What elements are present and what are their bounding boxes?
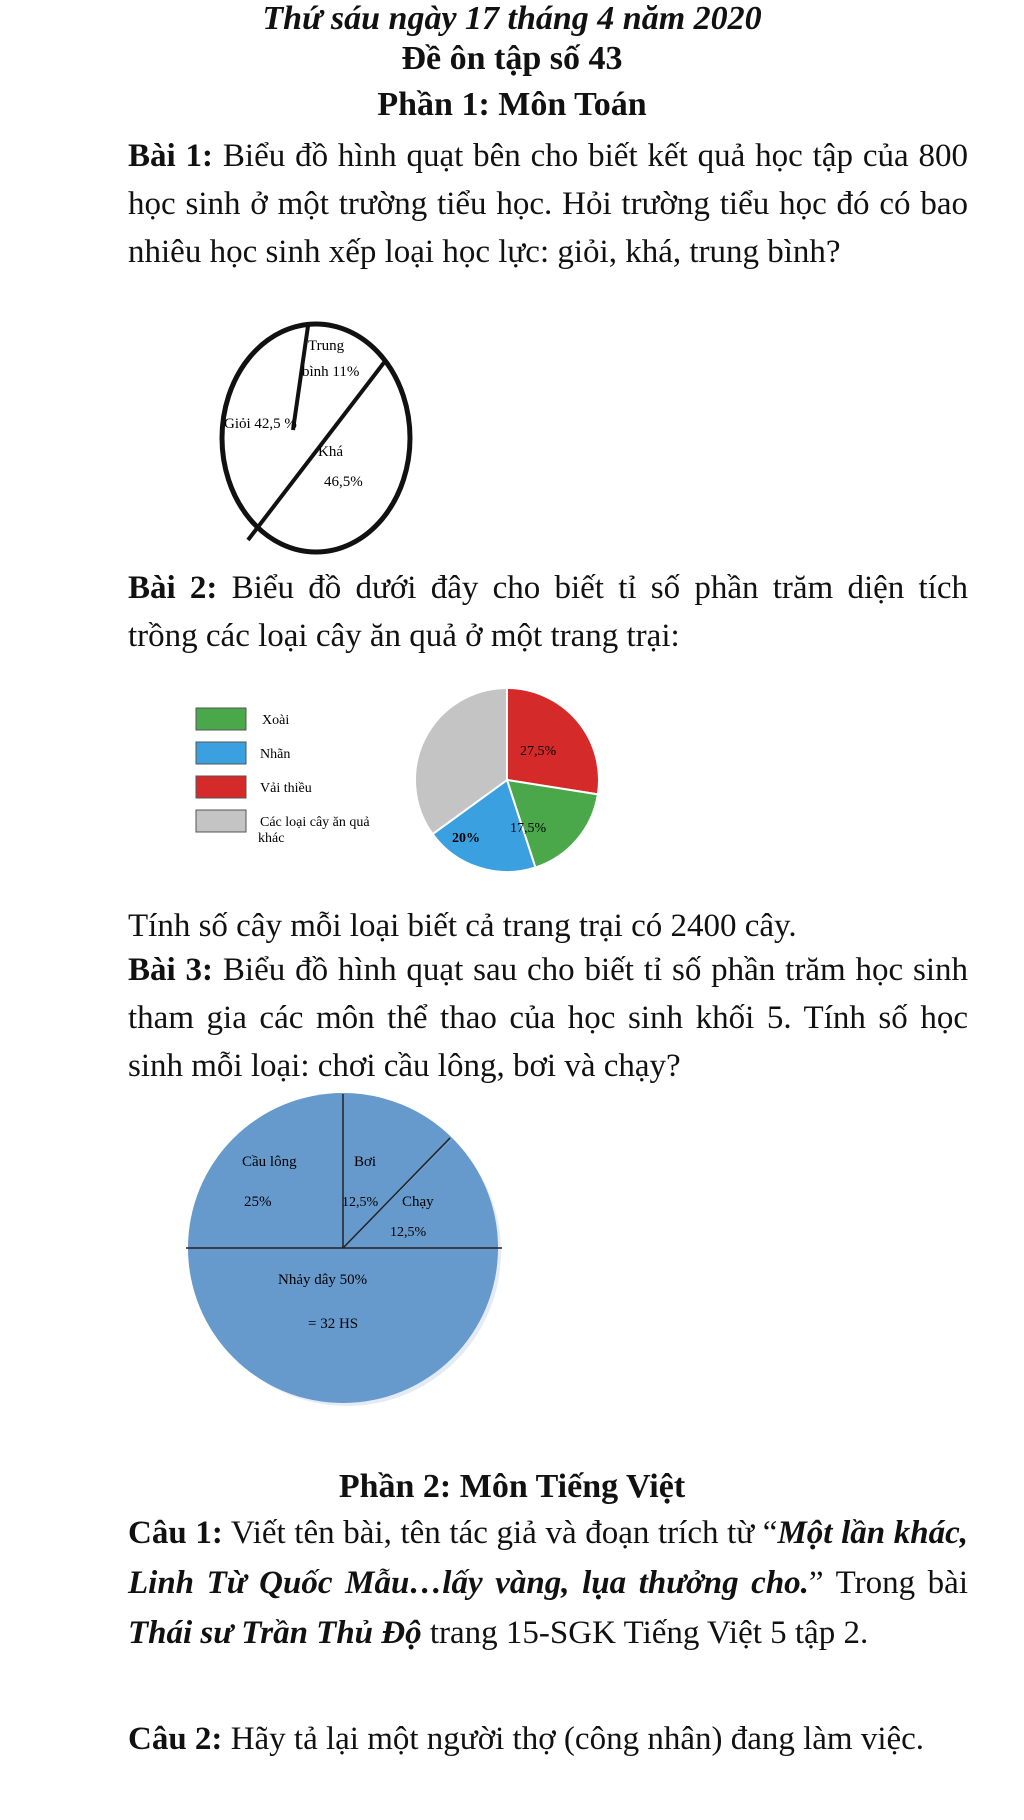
bai2-text bbox=[128, 564, 968, 660]
legend-label-khac-2: khác bbox=[258, 831, 285, 846]
chart1-outline bbox=[222, 324, 410, 552]
header-title: Đề ôn tập số 43 bbox=[401, 40, 623, 77]
chart3-label-caulong-value: 25% bbox=[244, 1194, 272, 1210]
chart3-pie bbox=[182, 1090, 512, 1420]
chart2-label-vai: 27,5% bbox=[520, 744, 557, 759]
chart1-label-gioi: Giỏi 42,5 % bbox=[224, 416, 297, 432]
bai3-text bbox=[128, 946, 968, 1090]
chart2-pie-with-legend bbox=[190, 680, 600, 880]
cau1-label: Câu 1: bbox=[128, 1515, 223, 1551]
bai3-label: Bài 3: bbox=[128, 952, 214, 988]
cau2-label: Câu 2: bbox=[128, 1721, 223, 1757]
bai2-label: Bài 2: bbox=[128, 570, 218, 606]
legend-swatch-khac bbox=[196, 810, 246, 832]
legend-label-xoai: Xoài bbox=[262, 713, 290, 728]
cau1-text bbox=[128, 1508, 968, 1658]
part2-title: Phần 2: Môn Tiếng Việt bbox=[338, 1468, 686, 1505]
bai1-label: Bài 1: bbox=[128, 138, 214, 174]
legend-swatch-xoai bbox=[196, 708, 246, 730]
chart2-label-xoai: 17,5% bbox=[510, 821, 547, 836]
legend-label-vai: Vải thiều bbox=[260, 781, 312, 796]
header-date: Thứ sáu ngày 17 tháng 4 năm 2020 bbox=[262, 0, 762, 37]
bai3-body: Biểu đồ hình quạt sau cho biết tỉ số phần trăm học sinh tham gia các môn thể thao của học sinh khối 5. Tính số học sinh mỗi loại: chơi cầu lông, bơi và chạy? bbox=[128, 952, 969, 1084]
chart1-label-kha: Khá bbox=[318, 444, 343, 460]
cau2-text bbox=[128, 1714, 968, 1764]
cau1-lesson-title: Thái sư Trần Thủ Độ bbox=[128, 1615, 422, 1651]
bai1-body: Biểu đồ hình quạt bên cho biết kết quả học tập của 800 học sinh ở một trường tiểu học. Hỏi trường tiểu học đó có bao nhiêu học sinh xếp loại học lực: giỏi, khá, trung bình? bbox=[128, 138, 968, 270]
cau1-quote: Một lần khác, Linh Từ Quốc Mẫu…lấy vàng, lụa thưởng cho. bbox=[128, 1515, 968, 1601]
cau2-body: Hãy tả lại một người thợ (công nhân) đang làm việc. bbox=[222, 1721, 925, 1757]
legend-swatch-vai bbox=[196, 776, 246, 798]
slice-caulong bbox=[188, 1093, 343, 1248]
cau1-body-a: Viết tên bài, tên tác giả và đoạn trích từ “ bbox=[222, 1515, 778, 1551]
chart3-label-nhayday: Nhảy dây 50% bbox=[278, 1272, 368, 1288]
bai1-text bbox=[128, 132, 968, 276]
cau1-body-c: trang 15-SGK Tiếng Việt 5 tập 2. bbox=[421, 1615, 869, 1651]
bai2-after: Tính số cây mỗi loại biết cả trang trại có 2400 cây. bbox=[128, 908, 797, 944]
legend-label-nhan: Nhãn bbox=[260, 747, 291, 762]
legend-label-khac-1: Các loại cây ăn quả bbox=[260, 815, 370, 830]
chart3-label-chay-value: 12,5% bbox=[390, 1225, 427, 1240]
chart3-label-chay: Chạy bbox=[402, 1194, 434, 1210]
chart2-label-nhan: 20% bbox=[452, 831, 480, 846]
chart1-label-trung: Trung bbox=[308, 338, 345, 354]
chart2-slices bbox=[415, 688, 599, 872]
chart3-label-boi-value: 12,5% bbox=[342, 1195, 379, 1210]
chart3-label-nhayday-hs: = 32 HS bbox=[308, 1316, 359, 1332]
slice-vai-thieu bbox=[507, 688, 599, 794]
chart1-label-binh: bình 11% bbox=[302, 364, 360, 380]
chart1-label-kha-value: 46,5% bbox=[324, 474, 363, 490]
cau1-body-b: ” Trong bài bbox=[808, 1565, 968, 1601]
chart3-label-boi: Bơi bbox=[354, 1154, 377, 1170]
legend-swatch-nhan bbox=[196, 742, 246, 764]
bai2-body: Biểu đồ dưới đây cho biết tỉ số phần trăm diện tích trồng các loại cây ăn quả ở một trang trại: bbox=[128, 570, 968, 654]
chart3-label-caulong: Cầu lông bbox=[242, 1154, 297, 1170]
chart1-pie bbox=[218, 318, 414, 558]
part1-title: Phần 1: Môn Toán bbox=[377, 86, 647, 123]
